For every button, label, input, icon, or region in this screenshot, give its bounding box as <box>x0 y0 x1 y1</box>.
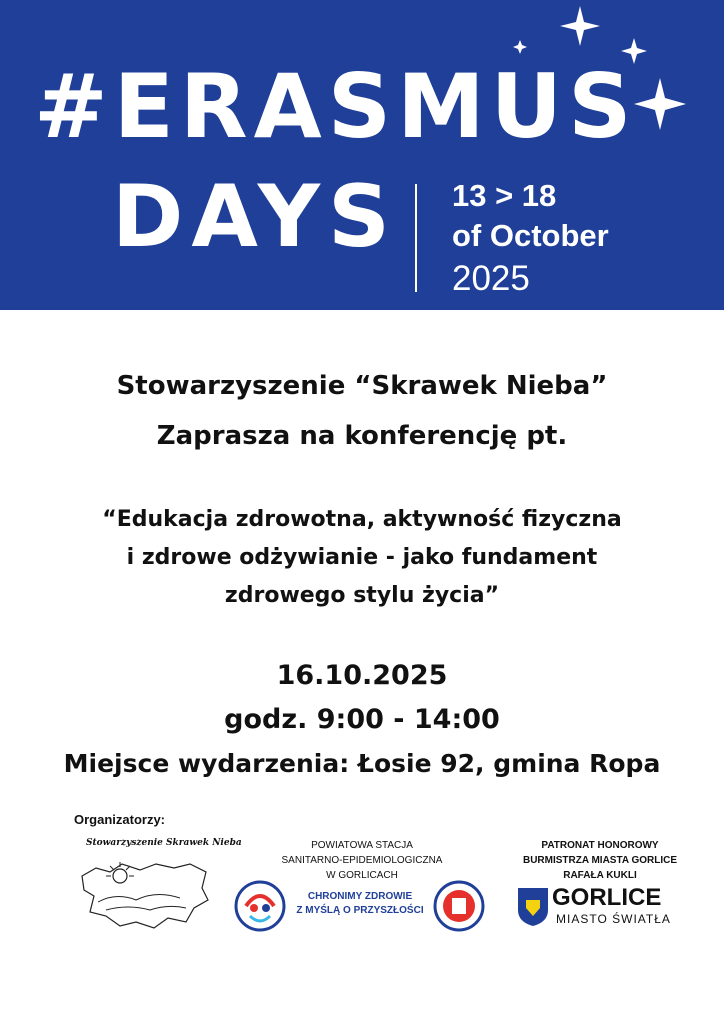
psse-slogan: CHRONIMY ZDROWIE Z MYŚLĄ O PRZYSZŁOŚCI <box>296 891 424 916</box>
conference-title-line-3: zdrowego stylu życia” <box>224 583 500 608</box>
event-place: Miejsce wydarzenia: Łosie 92, gmina Ropa <box>63 749 661 778</box>
organizers-label: Organizatorzy: <box>74 812 166 827</box>
banner-dates <box>452 176 609 256</box>
gorlice-tagline: MIASTO ŚWIATŁA <box>556 912 671 926</box>
conference-title-line-2: i zdrowe odżywianie - jako fundament <box>126 545 598 570</box>
days-word: DAYS <box>112 167 398 267</box>
date-month: of October <box>452 218 609 253</box>
banner-divider <box>415 184 417 292</box>
event-date: 16.10.2025 <box>276 660 448 691</box>
skrawek-nieba-logo <box>76 834 214 932</box>
date-year: 2025 <box>452 259 530 298</box>
invitation-line-1: Stowarzyszenie “Skrawek Nieba” <box>116 371 608 401</box>
gorlice-logo-text: GORLICE <box>552 884 662 911</box>
date-range: 13 > 18 <box>452 178 557 213</box>
invitation-line-2: Zaprasza na konferencję pt. <box>156 421 568 451</box>
honorary-patronage: PATRONAT HONOROWY BURMISTRZA MIASTA GORLICE RAFAŁA KUKLI <box>522 840 678 881</box>
gorlice-crest-icon <box>516 886 550 928</box>
psse-name: POWIATOWA STACJA SANITARNO-EPIDEMIOLOGICZNA W GORLICACH <box>281 840 443 881</box>
event-time: godz. 9:00 - 14:00 <box>224 704 500 735</box>
erasmus-days-banner <box>0 0 724 310</box>
association-logo-name: Stowarzyszenie Skrawek Nieba <box>86 838 242 848</box>
erasmus-hashtag: #ERASMUS <box>34 55 638 158</box>
conference-title-line-1: “Edukacja zdrowotna, aktywność fizyczna <box>102 507 622 532</box>
